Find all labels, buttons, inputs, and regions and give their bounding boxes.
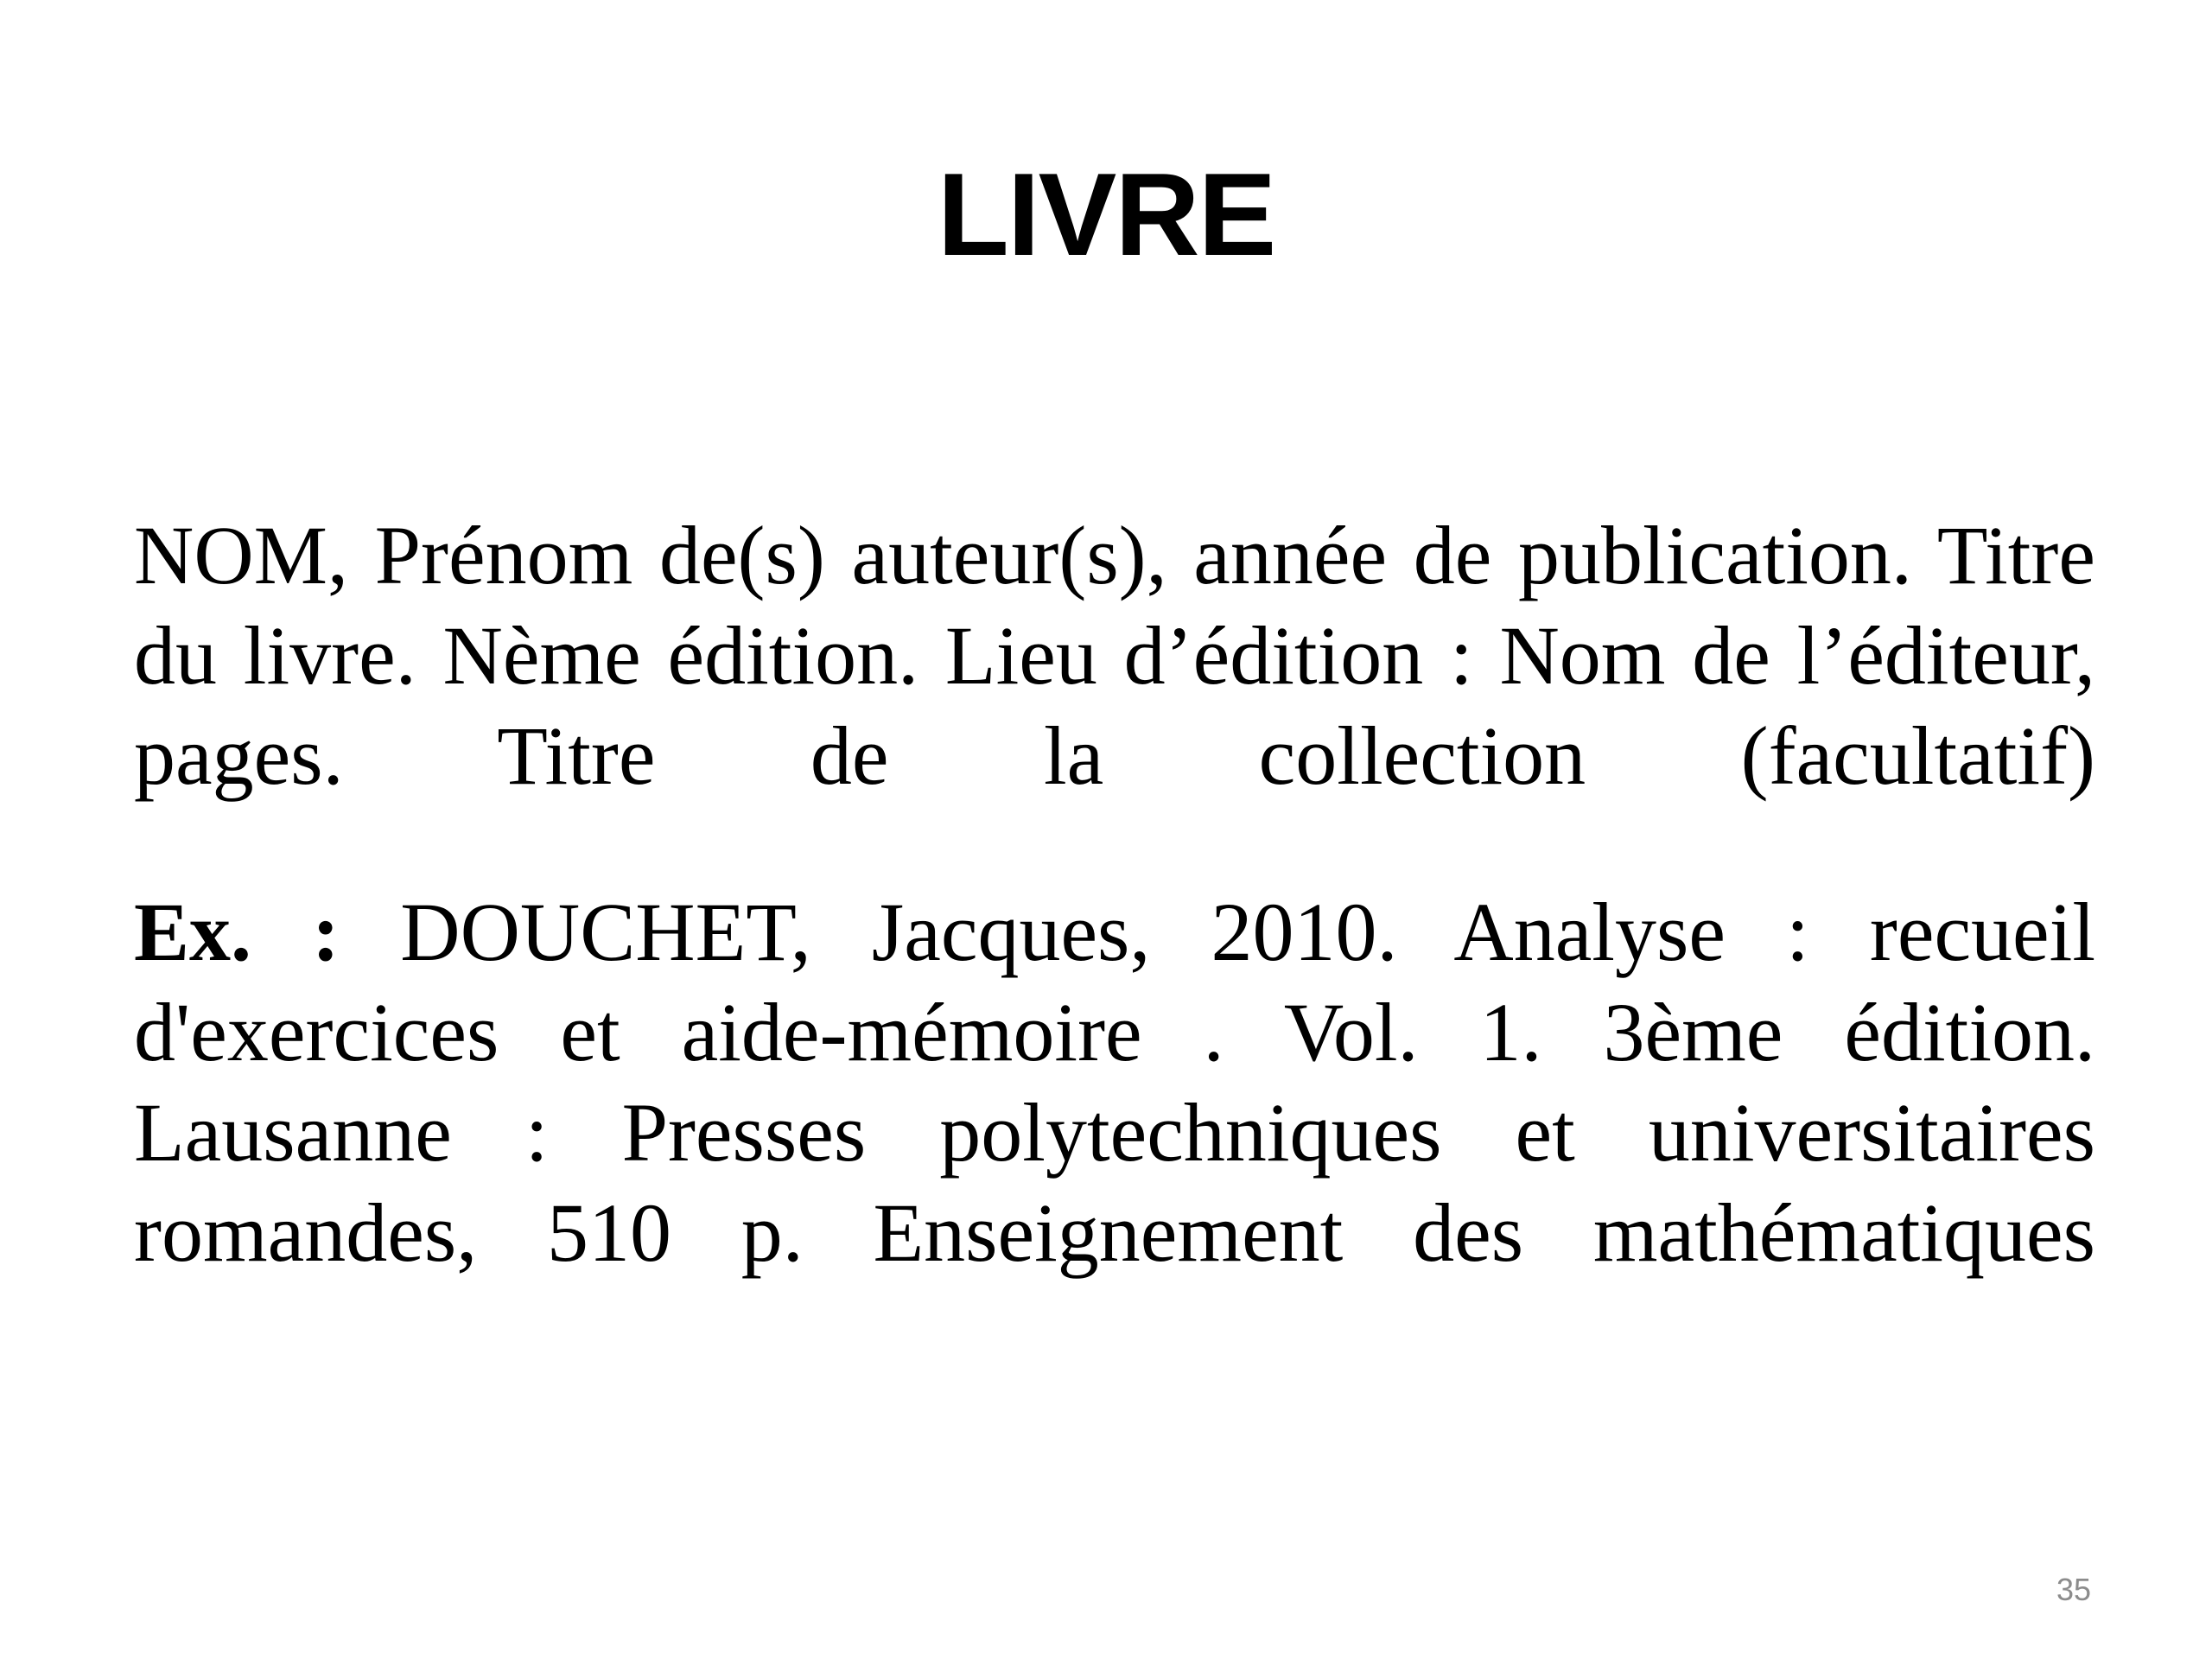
format-line-1: NOM, Prénom de(s) auteur(s), année de publication.: [134, 509, 1912, 601]
example-line-3: Lausanne : Presses polytechniques et universitaires: [134, 1086, 2095, 1179]
citation-example: [134, 882, 2095, 1283]
example-line-1: DOUCHET, Jacques, 2010. Analyse : recueil: [400, 886, 2096, 978]
format-line-3: de l’éditeur, pages. Titre de la collection (facultatif): [134, 609, 2096, 802]
page-number: 35: [2056, 1572, 2091, 1607]
example-label: Ex. :: [134, 886, 340, 978]
format-line-2: Titre du livre. Nème édition. Lieu d’édition : Nom: [134, 509, 2095, 702]
slide-title: LIVRE: [937, 149, 1275, 280]
example-line-4: romandes, 510 p. Enseignement des mathématiques: [134, 1186, 2095, 1279]
citation-format: [134, 505, 2095, 806]
slide-body: [134, 505, 2095, 1283]
example-line-2: d'exercices et aide-mémoire . Vol. 1. 3ème édition.: [134, 986, 2095, 1078]
